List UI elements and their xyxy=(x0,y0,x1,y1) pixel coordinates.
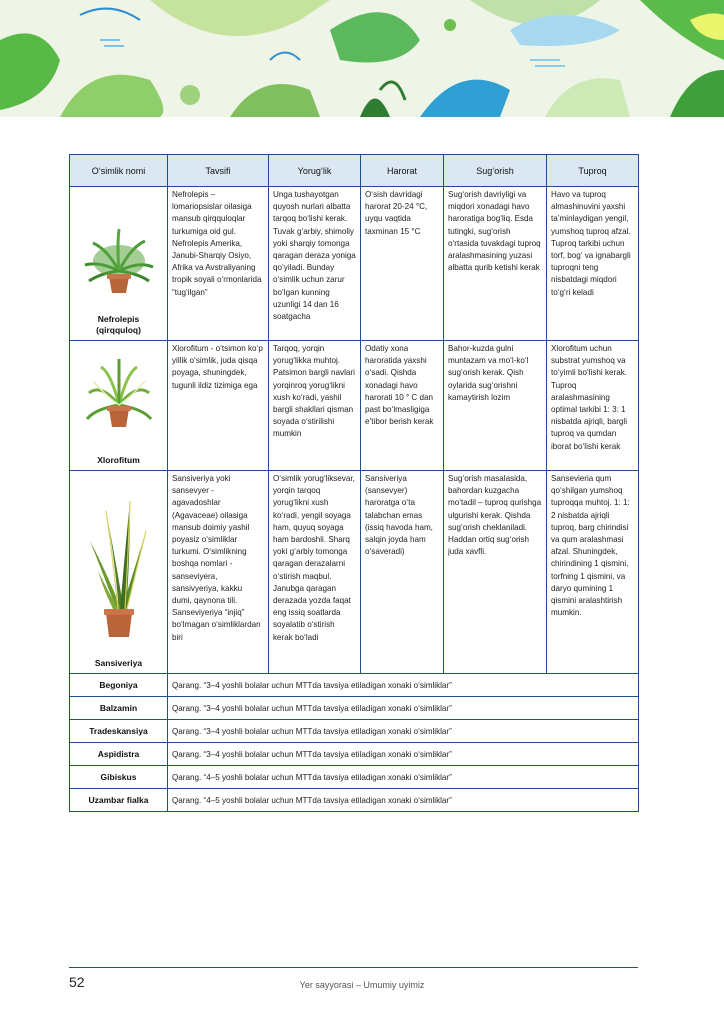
plant-name: Tradeskansiya xyxy=(70,720,168,743)
reference-note: Qarang. “4–5 yoshli bolalar uchun MTTda tavsiya etiladigan xonaki o‘simliklar” xyxy=(168,766,639,789)
temperature-cell: O‘sish davridagi harorat 20-24 °C, uyqu vaqtida taxminan 15 °C xyxy=(361,187,444,341)
soil-cell: Sansevieria qum qo‘shilgan yumshoq tuproqqa muhtoj. 1: 1: 2 nisbatda ajriqli tuproq, barg chirindisi va qum aralashmasi afzal. Shuningdek, chirindining 1 qismini, torfning 1 qismini, va daryo qumining 1 qismini aralashtirish mumkin. xyxy=(547,471,639,674)
header-description: Tavsifi xyxy=(168,155,269,187)
soil-cell: Xlorofitum uchun substrat yumshoq va to‘yimli bo‘lishi kerak. Tuproq aralashmasining optimal tarkibi 1: 3: 1 nisbatda ajriqli, bargli tuproq va qumdan iborat bo‘lishi kerak xyxy=(547,341,639,471)
description-cell: Sansiveriya yoki sansevyer - agavadoshlar (Agavaceae) oilasiga mansub doimiy yashil poyasiz o‘simliklar turkumi. O‘simlikning boshqa nomlari - sanseviyera, sansivyeriya, kakku dumi, qaynona tili. Sanseviyeriya “injiq” bo‘lmagan o‘simliklardan biri xyxy=(168,471,269,674)
temperature-cell: Odatiy xona haroratida yaxshi o‘sadi. Qishda xonadagi havo harorati 10 ° C dan past bo‘lmasligiga e’tibor berish kerak xyxy=(361,341,444,471)
plant-name: Nefrolepis (qirqquloq) xyxy=(96,314,141,335)
header-watering: Sug‘orish xyxy=(444,155,547,187)
page-number: 52 xyxy=(69,974,85,990)
table-row xyxy=(70,471,639,674)
reference-note: Qarang. “4–5 yoshli bolalar uchun MTTda tavsiya etiladigan xonaki o‘simliklar” xyxy=(168,789,639,812)
plant-name: Begoniya xyxy=(70,674,168,697)
plant-name: Aspidistra xyxy=(70,743,168,766)
table-header-row xyxy=(70,155,639,187)
header-plant-name: O‘simlik nomi xyxy=(70,155,168,187)
light-cell: Tarqoq, yorqin yorug‘likka muhtoj. Patsimon bargli navlari yorqinroq yorug‘likni xush ko‘radi, yashil bargli shakllari qisman soyada o‘stirilishi mumkin xyxy=(269,341,361,471)
header-light: Yorug‘lik xyxy=(269,155,361,187)
plant-name: Sansiveriya xyxy=(94,658,143,668)
header-soil: Tuproq xyxy=(547,155,639,187)
fern-plant-icon xyxy=(79,221,159,301)
table-row xyxy=(70,743,639,766)
watering-cell: Sug‘orish davriyligi va miqdori xonadagi havo haroratiga bog‘liq. Esda tutingki, sug‘orish o‘rtasida tuvakdagi tuproq aralashmasining yuzasi albatta qurib ketishi kerak xyxy=(444,187,547,341)
plant-name: Balzamin xyxy=(70,697,168,720)
footer-divider xyxy=(69,967,638,968)
light-cell: O‘simlik yorug‘liksevar, yorqin tarqoq yorug‘likni xush ko‘radi, yengil soyaga ham, quyuq soyaga ham bardoshli. Sharq yoki g‘arbiy tomonga qaragan derazalarni o‘stirish maqbul. Janubga qaragan derazada yozda faqat eng issiq soatlarda soyalatib o‘stirish kerak bo‘ladi xyxy=(269,471,361,674)
reference-note: Qarang. “3–4 yoshli bolalar uchun MTTda tavsiya etiladigan xonaki o‘simliklar” xyxy=(168,720,639,743)
watering-cell: Bahor-kuzda gulni muntazam va mo‘l-ko‘l sug‘orish kerak. Qish oylarida sug‘orishni kamaytirish lozim xyxy=(444,341,547,471)
footer-book-title: Yer sayyorasi – Umumiy uyimiz xyxy=(299,980,425,990)
spider-plant-icon xyxy=(81,353,157,433)
soil-cell: Havo va tuproq almashinuvini yaxshi ta’minlaydigan yengil, yumshoq tuproq afzal. Tuproq tarkibi uchun torf, bog‘ va ignabargli tuproqni teng nisbatdagi miqdori to‘g‘ri keladi xyxy=(547,187,639,341)
table-row xyxy=(70,720,639,743)
plant-name-cell xyxy=(70,187,168,341)
plant-name: Uzambar fialka xyxy=(70,789,168,812)
leaf-pattern-icon xyxy=(0,0,724,117)
reference-note: Qarang. “3–4 yoshli bolalar uchun MTTda tavsiya etiladigan xonaki o‘simliklar” xyxy=(168,674,639,697)
plant-name: Gibiskus xyxy=(70,766,168,789)
plant-name-cell xyxy=(70,341,168,471)
plant-name-cell xyxy=(70,471,168,674)
reference-note: Qarang. “3–4 yoshli bolalar uchun MTTda tavsiya etiladigan xonaki o‘simliklar” xyxy=(168,697,639,720)
light-cell: Unga tushayotgan quyosh nurlari albatta tarqoq bo‘lishi kerak. Tuvak g‘arbiy, shimoliy yoki sharqiy tomonga qaragan deraza yoniga qo‘yiladi. Bunday o‘simlik uchun zarur bo‘lgan kunning uzunligi 14 dan 16 soatgacha xyxy=(269,187,361,341)
plant-name: Xlorofitum xyxy=(97,455,140,465)
temperature-cell: Sansiveriya (sansevyer) haroratga o‘ta talabchan emas (issiq havoda ham, salqin joyda ham o‘saveradi) xyxy=(361,471,444,674)
watering-cell: Sug‘orish masalasida, bahordan kuzgacha mo‘tadil – tuproq qurishga ulgurishi kerak. Qishda sug‘orish cheklaniladi. Haddan ortiq sug‘orish juda xavfli. xyxy=(444,471,547,674)
reference-note: Qarang. “3–4 yoshli bolalar uchun MTTda tavsiya etiladigan xonaki o‘simliklar” xyxy=(168,743,639,766)
description-cell: Xlorofitum - o‘tsimon ko‘p yillik o‘simlik, juda qisqa poyaga, shuningdek, tugunli ildiz tizimiga ega xyxy=(168,341,269,471)
table-row xyxy=(70,341,639,471)
table-row xyxy=(70,766,639,789)
description-cell: Nefrolepis – lomariopsislar oilasiga mansub qirqquloqlar turkumiga oid gul. Nefrolepis Amerika, Janubi-Sharqiy Osiyo, Afrika va Avstraliyaning tropik soyali o‘rmonlarida “tug‘ilgan” xyxy=(168,187,269,341)
table-row xyxy=(70,789,639,812)
table-row xyxy=(70,187,639,341)
snake-plant-icon xyxy=(84,491,154,641)
houseplants-table xyxy=(69,154,639,812)
table-row xyxy=(70,674,639,697)
header-temperature: Harorat xyxy=(361,155,444,187)
decorative-leaf-banner xyxy=(0,0,724,117)
table-row xyxy=(70,697,639,720)
